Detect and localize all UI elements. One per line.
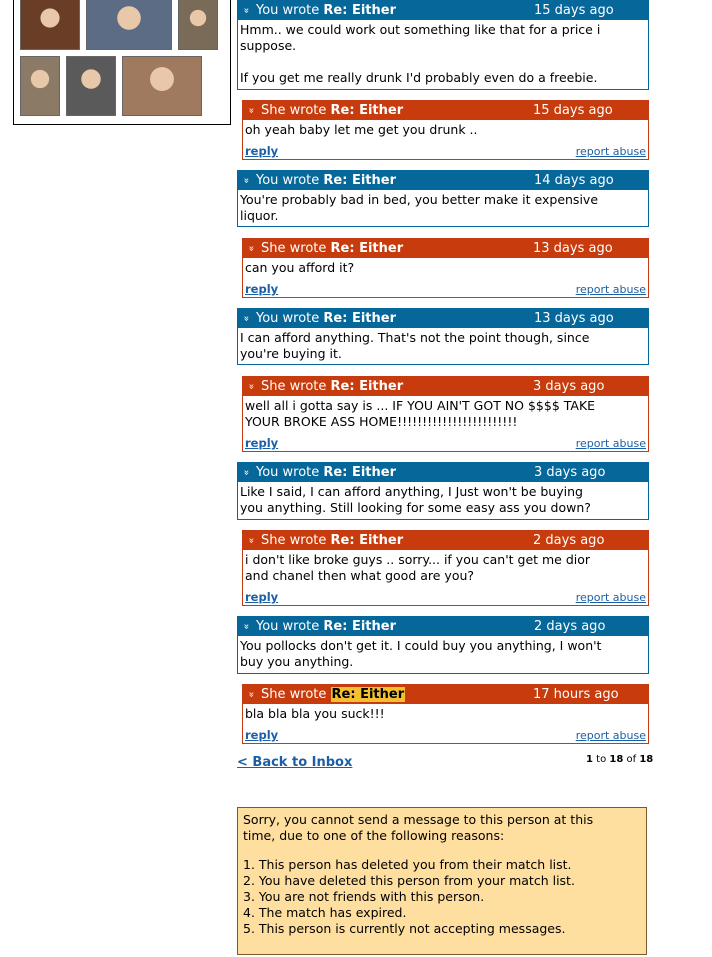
message-timestamp: 15 days ago (534, 3, 614, 18)
message-subject: Re: Either (330, 379, 404, 394)
message-line: I can afford anything. That's not the point though, since (240, 330, 590, 345)
sent-message (237, 0, 649, 90)
expand-chevron-icon[interactable]: » (240, 315, 252, 322)
message-header[interactable] (243, 239, 648, 258)
message-timestamp: 15 days ago (533, 103, 613, 118)
profile-photo-6[interactable] (122, 56, 202, 116)
message-actions (245, 728, 646, 743)
message-actions (245, 590, 646, 605)
notice-reason: 1. This person has deleted you from their match list. (243, 857, 572, 872)
received-message (242, 684, 649, 744)
message-subject: Re: Either (330, 103, 404, 118)
reply-link[interactable]: reply (245, 144, 279, 158)
profile-photo-4[interactable] (20, 56, 60, 116)
report-abuse-link[interactable]: report abuse (575, 729, 646, 742)
profile-photo-3[interactable] (178, 0, 218, 50)
message-header[interactable] (238, 617, 648, 636)
message-line: Like I said, I can afford anything, I Just won't be buying (240, 484, 583, 499)
message-line: oh yeah baby let me get you drunk .. (245, 122, 478, 137)
message-author: She wrote Re: Either (261, 103, 404, 118)
message-line: liquor. (240, 208, 279, 223)
notice-reason: 3. You are not friends with this person. (243, 889, 485, 904)
reply-link[interactable]: reply (245, 590, 279, 604)
message-actions (245, 436, 646, 451)
message-subject: Re: Either (323, 3, 397, 18)
report-abuse-link[interactable]: report abuse (575, 145, 646, 158)
reply-link[interactable]: reply (245, 436, 279, 450)
message-timestamp: 13 days ago (534, 311, 614, 326)
notice-reasons (243, 857, 641, 937)
message-body (238, 20, 648, 86)
pager-total: 18 (639, 754, 654, 765)
back-to-inbox-link[interactable]: < Back to Inbox (237, 755, 353, 770)
expand-chevron-icon[interactable]: » (240, 623, 252, 630)
message-subject: Re: Either (323, 619, 397, 634)
reply-link[interactable]: reply (245, 728, 279, 742)
message-header[interactable] (243, 531, 648, 550)
expand-chevron-icon[interactable]: » (245, 691, 257, 698)
message-line (240, 54, 646, 70)
message-header[interactable] (238, 171, 648, 190)
message-line: You pollocks don't get it. I could buy you anything, I won't (240, 638, 602, 653)
message-timestamp: 17 hours ago (533, 687, 619, 702)
message-line: suppose. (240, 38, 297, 53)
message-line: you anything. Still looking for some easy ass you down? (240, 500, 591, 515)
message-author: She wrote Re: Either (261, 241, 404, 256)
message-header[interactable] (238, 463, 648, 482)
expand-chevron-icon[interactable]: » (240, 7, 252, 14)
profile-photo-5[interactable] (66, 56, 116, 116)
message-subject: Re: Either (330, 241, 404, 256)
received-message (242, 238, 649, 298)
received-message (242, 376, 649, 452)
message-author: You wrote Re: Either (256, 173, 397, 188)
message-header[interactable] (238, 309, 648, 328)
message-line: can you afford it? (245, 260, 355, 275)
expand-chevron-icon[interactable]: » (245, 537, 257, 544)
message-body (243, 258, 648, 276)
message-line: bla bla bla you suck!!! (245, 706, 385, 721)
message-timestamp: 3 days ago (534, 465, 606, 480)
message-body (243, 120, 648, 138)
message-author: You wrote Re: Either (256, 3, 397, 18)
message-body (243, 550, 648, 584)
notice-reason: 2. You have deleted this person from your match list. (243, 873, 575, 888)
message-line: well all i gotta say is ... IF YOU AIN'T GOT NO $$$$ TAKE (245, 398, 596, 413)
message-timestamp: 13 days ago (533, 241, 613, 256)
message-actions (245, 282, 646, 297)
sent-message (237, 170, 649, 227)
message-author: You wrote Re: Either (256, 311, 397, 326)
message-body (238, 636, 648, 670)
pager-of-word: of (626, 754, 637, 765)
message-body (243, 396, 648, 430)
sent-message (237, 308, 649, 365)
message-subject: Re: Either (331, 687, 405, 702)
expand-chevron-icon[interactable]: » (240, 469, 252, 476)
profile-photo-2[interactable] (86, 0, 172, 50)
message-body (238, 482, 648, 516)
report-abuse-link[interactable]: report abuse (575, 437, 646, 450)
message-timestamp: 3 days ago (533, 379, 605, 394)
message-author: She wrote Re: Either (261, 533, 404, 548)
pager-to-word: to (596, 754, 607, 765)
message-header[interactable] (243, 101, 648, 120)
message-line: If you get me really drunk I'd probably even do a freebie. (240, 70, 598, 85)
message-timestamp: 14 days ago (534, 173, 614, 188)
notice-reason: 4. The match has expired. (243, 905, 407, 920)
received-message (242, 100, 649, 160)
message-header[interactable] (238, 1, 648, 20)
message-line: you're buying it. (240, 346, 342, 361)
message-line: i don't like broke guys .. sorry... if you can't get me dior (245, 552, 591, 567)
message-author: She wrote Re: Either (261, 379, 404, 394)
report-abuse-link[interactable]: report abuse (575, 591, 646, 604)
sent-message (237, 462, 649, 520)
message-body (238, 328, 648, 362)
message-subject: Re: Either (323, 465, 397, 480)
message-line: YOUR BROKE ASS HOME!!!!!!!!!!!!!!!!!!!!!!!! (245, 414, 518, 429)
pager-from: 1 (586, 754, 593, 765)
received-message (242, 530, 649, 606)
notice-reason: 5. This person is currently not accepting messages. (243, 921, 566, 936)
message-body (243, 704, 648, 722)
message-author: She wrote Re: Either (261, 687, 405, 702)
message-author: You wrote Re: Either (256, 465, 397, 480)
message-line: Hmm.. we could work out something like that for a price i (240, 22, 601, 37)
pagination-summary (586, 754, 653, 765)
expand-chevron-icon[interactable]: » (245, 245, 257, 252)
expand-chevron-icon[interactable]: » (240, 177, 252, 184)
message-line: and chanel then what good are you? (245, 568, 475, 583)
sent-message (237, 616, 649, 674)
message-subject: Re: Either (323, 311, 397, 326)
cannot-send-notice (237, 807, 647, 955)
profile-photos-panel (13, 0, 231, 125)
message-author: You wrote Re: Either (256, 619, 397, 634)
expand-chevron-icon[interactable]: » (245, 383, 257, 390)
message-line: buy you anything. (240, 654, 354, 669)
message-actions (245, 144, 646, 159)
notice-intro: Sorry, you cannot send a message to this person at this time, due to one of the following reasons: (243, 812, 594, 843)
message-line: You're probably bad in bed, you better make it expensive (240, 192, 599, 207)
expand-chevron-icon[interactable]: » (245, 107, 257, 114)
message-body (238, 190, 648, 224)
reply-link[interactable]: reply (245, 282, 279, 296)
pager-to: 18 (609, 754, 624, 765)
message-header[interactable] (243, 377, 648, 396)
message-timestamp: 2 days ago (534, 619, 606, 634)
profile-photo-1[interactable] (20, 0, 80, 50)
report-abuse-link[interactable]: report abuse (575, 283, 646, 296)
message-header[interactable] (243, 685, 648, 704)
message-timestamp: 2 days ago (533, 533, 605, 548)
message-subject: Re: Either (323, 173, 397, 188)
message-subject: Re: Either (330, 533, 404, 548)
